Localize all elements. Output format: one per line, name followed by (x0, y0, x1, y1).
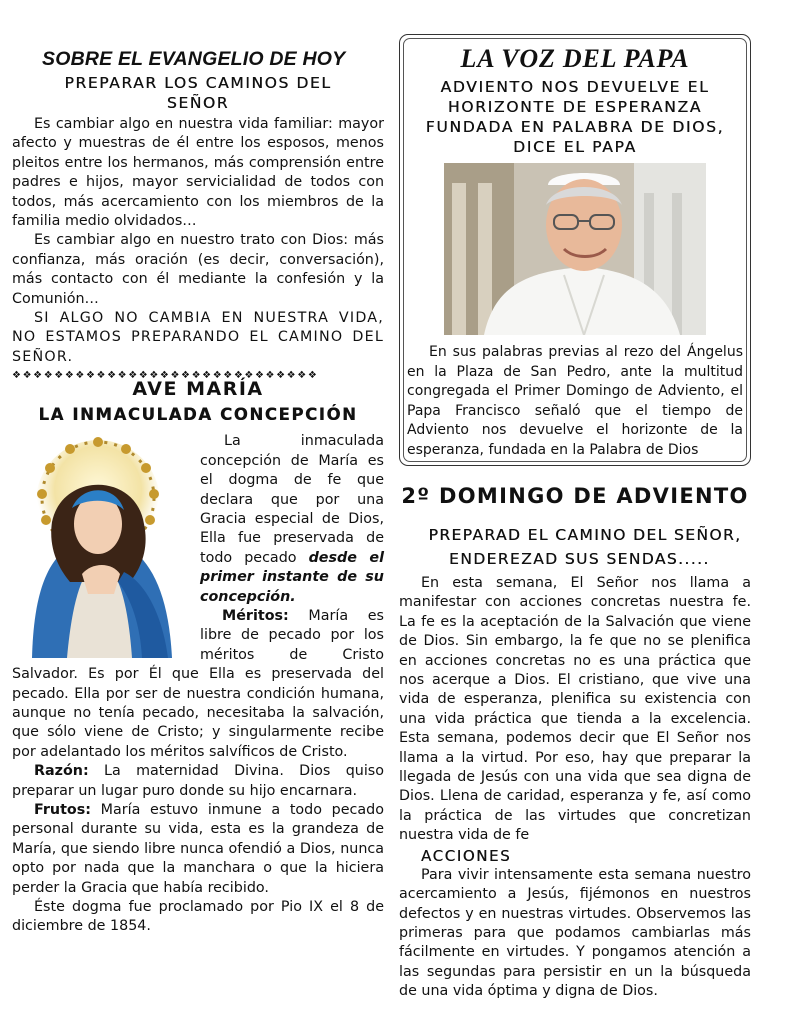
papa-subtitle-1: ADVIENTO NOS DEVUELVE EL (440, 78, 710, 96)
preparad-line-2: ENDEREZAD SUS SENDAS..... (449, 550, 710, 568)
papa-subtitle-3: FUNDADA EN PALABRA DE DIOS, (425, 118, 725, 136)
papa-subtitle-2: HORIZONTE DE ESPERANZA (447, 98, 703, 116)
ave-maria-heading: AVE MARÍA (132, 378, 264, 401)
right-column (399, 34, 751, 1002)
semana-paragraph: En esta semana, El Señor nos llama a manifestar con acciones concretas nuestra fe. La fe es la aceptación de la Salvación que viene de Dios. Sin embargo, la fe que no se plenifica en acciones concretas no es una práctica que nos acerque a Dios. El cristiano, que vive una vida de esperanza, plenifica su existencia con una vida práctica que tienda a la excelencia. Esta semana, podemos decir que El Señor nos llama a la virtud. Por eso, hay que preparar la llegada de Jesús con una vida que sea digna de Dios. Llena de caridad, esperanza y fe, así como la práctica de las virtudes que concretizan nuestra vida de fe (399, 575, 751, 844)
papa-text: En sus palabras previas al rezo del Ángelus en la Plaza de San Pedro, ante la multitud congregada el Primer Domingo de Adviento, el Papa Francisco señaló que el tiempo de Adviento nos devuelve el horizonte de la esperanza, fundada en la Palabra de Dios (407, 344, 743, 458)
gospel-subtitle: PREPARAR LOS CAMINOS DEL SEÑOR (64, 74, 332, 112)
papa-title: LA VOZ DEL PAPA (460, 44, 690, 73)
gospel-paragraph-2: Es cambiar algo en nuestro trato con Dios: más confianza, más oración (es decir, conversación), más contacto con él mediante la confesión y la Comunión… (12, 232, 384, 307)
papa-subtitle-4: DICE EL PAPA (513, 138, 637, 156)
left-column (12, 46, 384, 937)
papa-box-inner (403, 38, 747, 462)
inmaculada-intro-italic: desde el primer instante de su concepción. (200, 549, 384, 605)
inmaculada-intro-plain: La inmaculada concepción de María es el dogma de fe que declara que por una Gracia especial de Dios, Ella fue preservada de todo pecado (200, 433, 384, 566)
section-title: SOBRE EL EVANGELIO DE HOY (42, 48, 346, 70)
razon-text: La maternidad Divina. Dios quiso preparar un lugar puro donde su hijo encarnara. (12, 763, 384, 799)
acciones-heading: ACCIONES (421, 846, 512, 865)
pope-photo (444, 163, 706, 335)
frutos-paragraph (12, 801, 384, 898)
domingo-heading: 2º DOMINGO DE ADVIENTO (401, 484, 749, 508)
preparad-line-1: PREPARAD EL CAMINO DEL SEÑOR, (428, 526, 742, 544)
razon-paragraph (12, 762, 384, 801)
inmaculada-heading: LA INMACULADA CONCEPCIÓN (38, 405, 358, 425)
frutos-label: Frutos: (34, 802, 91, 818)
gospel-paragraph-3: SI ALGO NO CAMBIA EN NUESTRA VIDA, NO ESTAMOS PREPARANDO EL CAMINO DEL SEÑOR. (12, 310, 384, 365)
frutos-text: María estuvo inmune a todo pecado personal durante su vida, esta es la grandeza de María, que siendo libre nunca ofendió a Dios, nunca opto por nada que la manchara o que la hiciera perder la Gracia que había recibido. (12, 802, 384, 896)
meritos-label: Méritos: (222, 607, 289, 624)
meritos-text: María es libre de pecado por los méritos de Cristo Salvador. Es por Él que Ella es preservada del pecado. Ella por ser de nuestra condición humana, aunque no tenía pecado, necesitaba la salvación, que sólo viene de Cristo; y singularmente recibe por adelantado los méritos salvíficos de Cristo. (12, 607, 384, 760)
diamond-divider: ❖❖❖❖❖❖❖❖❖❖❖❖❖❖❖❖❖❖❖❖❖❖❖❖❖❖❖❖❖ (12, 370, 319, 382)
papa-box (399, 34, 751, 466)
gospel-paragraph-1: Es cambiar algo en nuestra vida familiar: mayor afecto y muestras de él entre los esposos, menos pleitos entre los hermanos, más comprensión entre padres e hijos, mayor servicialidad de todos con todos, más acercamiento con los miembros de la familia medio olvidados… (12, 116, 384, 230)
acciones-paragraph: Para vivir intensamente esta semana nuestro acercamiento a Jesús, fijémonos en nuestros defectos y en nuestras virtudes. Observemos las primeras para que podamos cambiarlas más fácilmente en virtudes. Y pongamos atención a las segundas para persistir en un la búsqueda de una vida óptima y digna de Dios. (399, 866, 751, 1000)
virgin-mary-image (12, 432, 190, 658)
razon-label: Razón: (34, 763, 89, 780)
dogma-date-paragraph: Éste dogma fue proclamado por Pio IX el 8 de diciembre de 1854. (12, 899, 384, 935)
